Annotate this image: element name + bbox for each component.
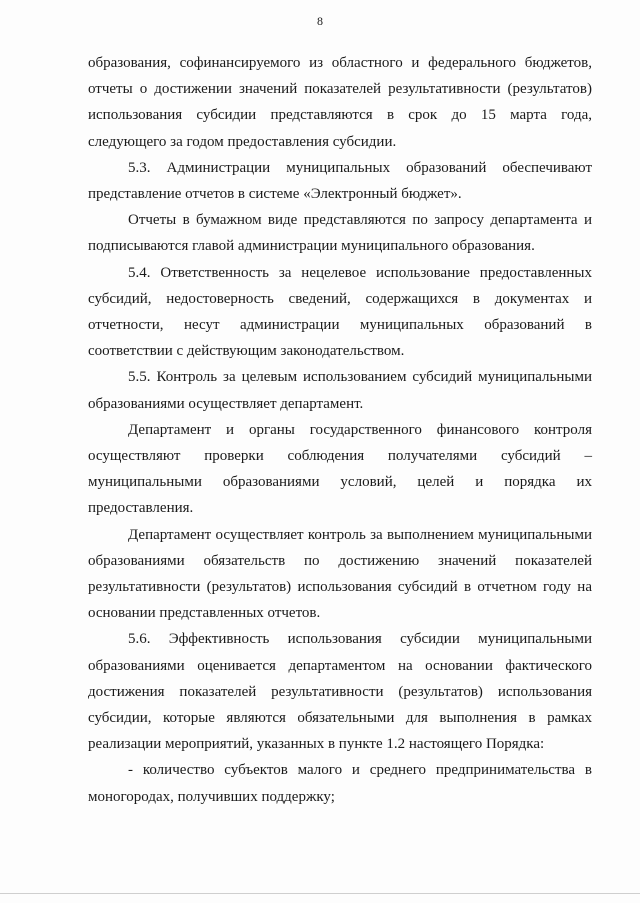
text-line: - количество субъектов малого и среднего предпринимательства в [128,762,592,779]
text-line: образованиями обязательств по достижению значений показателей [88,552,592,569]
text-line: основании представленных отчетов. [88,605,321,622]
text-line: Департамент и органы государственного финансового контроля [128,421,592,438]
text-line: 5.6. Эффективность использования субсидии муниципальными [128,631,592,648]
text-line: использования субсидии представляются в срок до 15 марта года, [88,107,592,124]
text-line: предоставления. [88,500,194,517]
text-line: образованиями осуществляет департамент. [88,395,364,412]
text-line: моногородах, получивших поддержку; [88,788,335,805]
text-line: результативности (результатов) использования субсидий в отчетном году на [88,579,592,596]
text-line: достижения показателей результативности (результатов) использования [88,683,592,700]
text-line: соответствии с действующим законодательством. [88,343,405,360]
text-line: следующего за годом предоставления субсидии. [88,133,397,150]
paragraph [88,757,592,809]
text-line: муниципальными образованиями условий, целей и порядка их [88,474,592,491]
paragraph [88,260,592,365]
document-body [88,50,592,810]
text-line: Отчеты в бумажном виде представляются по запросу департамента и [128,212,592,229]
text-line: образования, софинансируемого из областного и федерального бюджетов, [88,55,592,71]
paragraph [88,626,592,757]
text-line: 5.5. Контроль за целевым использованием субсидий муниципальными [128,369,592,386]
text-line: отчеты о достижении значений показателей результативности (результатов) [88,81,592,98]
text-line: подписываются главой администрации муниципального образования. [88,238,535,255]
text-line: реализации мероприятий, указанных в пункте 1.2 настоящего Порядка: [88,736,545,753]
paragraph [88,155,592,207]
text-line: субсидий, недостоверность сведений, содержащихся в документах и [88,290,592,307]
text-line: осуществляют проверки соблюдения получателями субсидий – [88,448,592,465]
paragraph [88,50,592,155]
paragraph [88,207,592,259]
text-line: представление отчетов в системе «Электронный бюджет». [88,186,462,203]
paragraph [88,417,592,522]
page-bottom-edge [0,893,640,894]
paragraph [88,522,592,627]
text-line: отчетности, несут администрации муниципальных образований в [88,317,592,334]
paragraph [88,364,592,416]
text-line: Департамент осуществляет контроль за выполнением муниципальными [128,526,592,543]
page-number: 8 [317,14,323,28]
text-line: субсидии, которые являются обязательными для выполнения в рамках [88,710,592,727]
text-line: 5.4. Ответственность за нецелевое использование предоставленных [128,264,592,281]
text-line: образованиями оценивается департаментом на основании фактического [88,657,592,674]
text-line: 5.3. Администрации муниципальных образований обеспечивают [128,159,592,176]
